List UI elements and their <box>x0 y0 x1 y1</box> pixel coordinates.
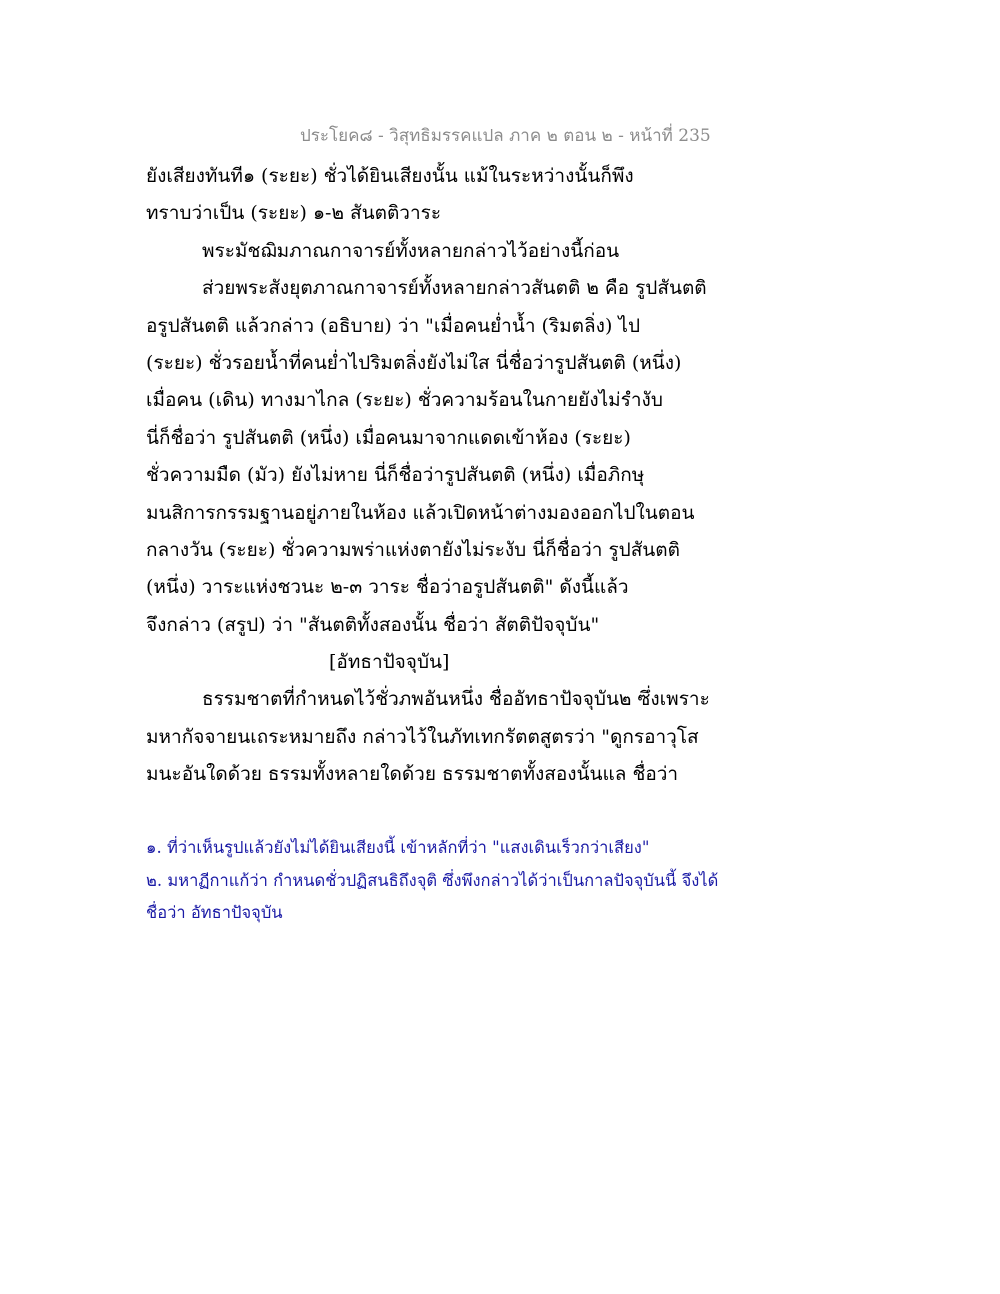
footnotes <box>146 832 906 930</box>
text-line: ทราบว่าเป็น (ระยะ) ๑-๒ สันตติวาระ <box>146 202 442 225</box>
text-line: กลางวัน (ระยะ) ชั่วความพร่าแห่งตายังไม่ระงับ นี่ก็ชื่อว่า รูปสันตติ <box>146 538 680 561</box>
page-header: ประโยค๘ - วิสุทธิมรรคแปล ภาค ๒ ตอน ๒ - หน้าที่ 235 <box>300 126 711 146</box>
main-text <box>146 158 846 794</box>
text-line: พระมัชฌิมภาณกาจารย์ทั้งหลายกล่าวไว้อย่างนี้ก่อน <box>202 239 620 262</box>
text-line: นี่ก็ชื่อว่า รูปสันตติ (หนึ่ง) เมื่อคนมาจากแดดเข้าห้อง (ระยะ) <box>146 426 631 449</box>
text-line: ยังเสียงทันที๑ (ระยะ) ชั่วได้ยินเสียงนั้น แม้ในระหว่างนั้นก็พึง <box>146 165 634 187</box>
text-line: มนสิการกรรมฐานอยู่ภายในห้อง แล้วเปิดหน้าต่างมองออกไปในตอน <box>146 501 695 524</box>
section-heading: [อัทธาปัจจุบัน] <box>329 651 450 674</box>
text-line: จึงกล่าว (สรูป) ว่า "สันตติทั้งสองนั้น ชื่อว่า สัตติปัจจุบัน" <box>146 613 600 636</box>
text-line: ส่วยพระสังยุตภาณกาจารย์ทั้งหลายกล่าวสันตติ ๒ คือ รูปสันตติ <box>202 277 707 300</box>
text-line: (หนึ่ง) วาระแห่งชวนะ ๒-๓ วาระ ชื่อว่าอรูปสันตติ" ดังนี้แล้ว <box>146 576 629 599</box>
footnote-2-continued: ชื่อว่า อัทธาปัจจุบัน <box>146 903 283 922</box>
text-line: เมื่อคน (เดิน) ทางมาไกล (ระยะ) ชั่วความร้อนในกายยังไม่รำงับ <box>146 389 663 412</box>
text-line: มนะอันใดด้วย ธรรมทั้งหลายใดด้วย ธรรมชาตทั้งสองนั้นแล ชื่อว่า <box>146 763 679 786</box>
text-line: อรูปสันตติ แล้วกล่าว (อธิบาย) ว่า "เมื่อคนย่ำน้ำ (ริมตลิ่ง) ไป <box>146 314 641 337</box>
text-line: ชั่วความมืด (มัว) ยังไม่หาย นี่ก็ชื่อว่ารูปสันตติ (หนึ่ง) เมื่อภิกษุ <box>146 464 645 487</box>
footnote-2: ๒. มหาฏีกาแก้ว่า กำหนดชั่วปฏิสนธิถึงจุติ ซึ่งพึงกล่าวได้ว่าเป็นกาลปัจจุบันนี้ จึงได้ <box>146 870 719 890</box>
text-line: ธรรมชาตที่กำหนดไว้ชั่วภพอันหนึ่ง ชื่ออัทธาปัจจุบัน๒ ซึ่งเพราะ <box>202 688 710 711</box>
text-line: (ระยะ) ชั่วรอยน้ำที่คนย่ำไปริมตลิ่งยังไม่ใส นี่ชื่อว่ารูปสันตติ (หนึ่ง) <box>146 351 682 374</box>
footnote-1: ๑. ที่ว่าเห็นรูปแล้วยังไม่ได้ยินเสียงนี้ เข้าหลักที่ว่า "แสงเดินเร็วกว่าเสียง" <box>146 838 650 857</box>
text-line: มหากัจจายนเถระหมายถึง กล่าวไว้ในภัทเทกรัตตสูตรว่า "ดูกรอาวุโส <box>146 725 699 748</box>
